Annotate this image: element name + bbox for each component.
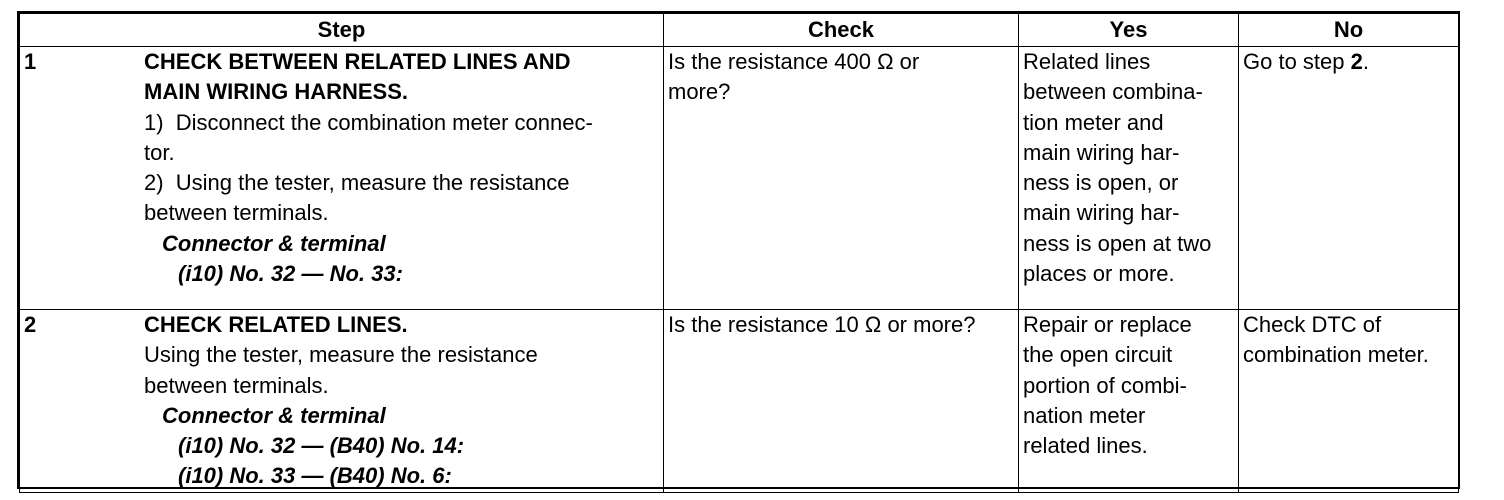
step-content [24,310,659,492]
yes-line: Related lines [1023,49,1151,74]
table-row [20,47,1459,310]
connector-heading: Connector & terminal [162,402,386,428]
step-number: 2 [24,312,37,337]
yes-line: main wiring har- [1023,200,1180,226]
yes-cell [1019,310,1239,493]
header-no: No [1239,14,1459,47]
header-check: Check [664,14,1019,47]
yes-line: Repair or replace [1023,312,1192,337]
yes-line: related lines. [1023,433,1148,459]
check-line: Is the resistance 400 Ω or [668,49,920,74]
yes-line: ness is open, or [1023,170,1179,196]
yes-line: places or more. [1023,261,1175,287]
diagnostic-table-frame [17,11,1460,489]
step-title-line: CHECK BETWEEN RELATED LINES AND [144,49,571,74]
table-row [20,310,1459,493]
step-body-line: between terminals. [144,372,329,398]
step-content [24,47,659,289]
step-title-line: MAIN WIRING HARNESS. [144,79,408,105]
step-body-line: between terminals. [144,200,329,226]
connector-heading: Connector & terminal [162,230,386,256]
yes-line: main wiring har- [1023,139,1180,165]
check-cell [664,47,1019,310]
no-step-ref: 2 [1350,49,1363,74]
step-cell [20,310,664,493]
no-cell [1239,310,1459,493]
header-row [20,14,1459,47]
step-body-line: Using the tester, measure the resistance [144,342,538,368]
yes-line: the open circuit [1023,342,1173,368]
step-body-line: 2) Using the tester, measure the resistance [144,170,570,196]
yes-line: tion meter and [1023,109,1164,135]
connector-line: (i10) No. 33 — (B40) No. 6: [178,463,452,489]
check-line: Is the resistance 10 Ω or more? [668,312,976,337]
no-text-end: . [1362,49,1369,74]
check-line: more? [668,79,731,105]
connector-line: (i10) No. 32 — (B40) No. 14: [178,433,465,459]
connector-line: (i10) No. 32 — No. 33: [178,261,403,287]
yes-cell [1019,47,1239,310]
yes-line: nation meter [1023,402,1146,428]
step-number: 1 [24,49,37,74]
step-cell [20,47,664,310]
step-body-line: tor. [144,139,175,165]
step-body-line: 1) Disconnect the combination meter connec- [144,109,593,135]
no-text: Go to step [1243,49,1351,74]
header-yes: Yes [1019,14,1239,47]
check-cell [664,310,1019,493]
no-line: Check DTC of [1243,312,1382,337]
header-step: Step [20,14,664,47]
yes-line: ness is open at two [1023,230,1212,256]
yes-line: between combina- [1023,79,1203,105]
diagnostic-table [19,13,1459,493]
no-line: combination meter. [1243,342,1429,368]
step-title-line: CHECK RELATED LINES. [144,312,408,337]
no-cell [1239,47,1459,310]
yes-line: portion of combi- [1023,372,1187,398]
